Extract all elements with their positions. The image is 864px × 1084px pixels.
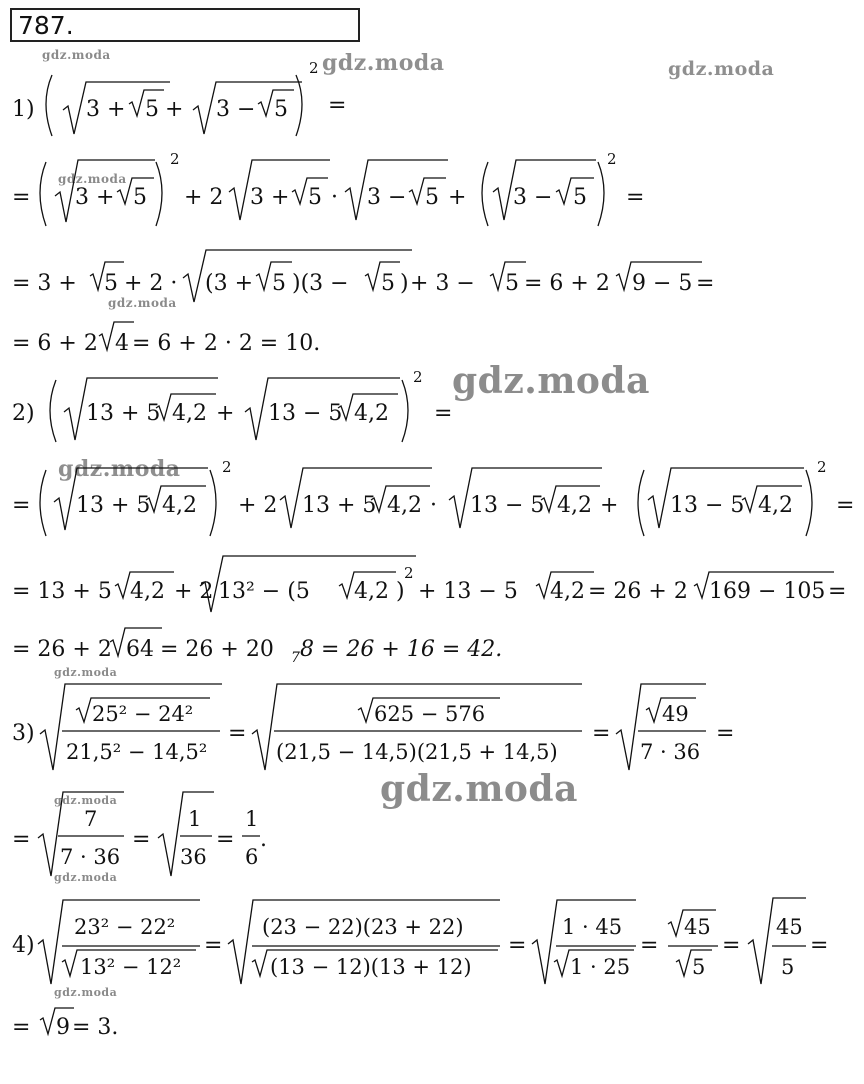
expr: 36	[180, 845, 207, 869]
expr: =	[216, 827, 235, 852]
exponent: 2	[222, 458, 232, 476]
expr: 23² − 22²	[74, 915, 176, 939]
expr: = 6 + 2	[12, 331, 98, 356]
watermark: gdz.moda	[54, 986, 118, 999]
line-11	[12, 898, 828, 984]
watermark: gdz.moda	[668, 58, 775, 80]
expr: = 26 + 20	[160, 637, 274, 662]
watermark: gdz.moda	[54, 666, 118, 679]
expr: 1	[188, 807, 202, 831]
expr: 1 · 45	[562, 915, 623, 939]
expr: 625 − 576	[374, 702, 486, 726]
expr: = 3 +	[12, 271, 77, 296]
expr: .	[260, 827, 267, 852]
watermark: gdz.moda	[452, 360, 650, 402]
expr: 4,2	[172, 401, 207, 426]
expr: (3 +	[205, 271, 254, 296]
expr: 3 +	[86, 97, 126, 122]
line-2	[12, 150, 644, 226]
expr: =	[836, 493, 855, 518]
expr: 25² − 24²	[92, 702, 194, 726]
expr: ·	[430, 493, 437, 518]
expr: 7 · 36	[640, 740, 701, 764]
part-label: 1)	[12, 97, 35, 122]
expr: =	[12, 1015, 31, 1040]
expr: =	[12, 185, 31, 210]
expr: 5	[133, 185, 147, 210]
expr: 4,2	[758, 493, 793, 518]
expr: +	[165, 97, 184, 122]
expr: 4,2	[130, 579, 165, 604]
expr: = 13 + 5	[12, 579, 112, 604]
expr: 5	[274, 97, 288, 122]
expr: 3 −	[367, 185, 407, 210]
expr: 8 = 26 + 16 = 42.	[300, 637, 503, 662]
expr: = 26 + 2	[12, 637, 112, 662]
exponent: 2	[170, 150, 180, 168]
line-7	[12, 556, 846, 612]
expr: = 6 + 2 · 2 = 10.	[132, 331, 321, 356]
expr: 5	[308, 185, 322, 210]
expr: =	[722, 933, 741, 958]
expr: 64	[126, 637, 154, 662]
expr: 4,2	[557, 493, 592, 518]
expr: =	[12, 827, 31, 852]
expr: 4,2	[354, 579, 389, 604]
expr: 5	[104, 271, 118, 296]
expr: + 3 −	[410, 271, 475, 296]
line-1	[12, 59, 346, 136]
expr: 3 −	[513, 185, 553, 210]
expr: = 6 + 2	[524, 271, 610, 296]
line-8	[12, 628, 502, 666]
expr: + 2 ·	[124, 271, 178, 296]
expr: =	[828, 579, 847, 604]
expr: = 26 + 2	[588, 579, 688, 604]
problem-number: 787.	[18, 11, 74, 40]
expr: =	[810, 933, 829, 958]
expr: 6	[245, 845, 259, 869]
expr: 21,5² − 14,5²	[66, 740, 208, 764]
expr: + 2	[238, 493, 278, 518]
expr: 7 · 36	[60, 845, 121, 869]
part-label: 2)	[12, 401, 35, 426]
exponent: 2	[413, 368, 423, 386]
expr: + 2	[174, 579, 214, 604]
expr: 5	[505, 271, 519, 296]
exponent: 2	[404, 564, 414, 582]
line-3	[12, 250, 714, 302]
part-label: 3)	[12, 721, 35, 746]
expr: (23 − 22)(23 + 22)	[262, 915, 464, 939]
expr: 13 − 5	[268, 401, 343, 426]
watermark: gdz.moda	[108, 296, 177, 310]
part-label: 4)	[12, 933, 35, 958]
expr: = 3.	[72, 1015, 119, 1040]
expr: 3 −	[216, 97, 256, 122]
expr: 5	[425, 185, 439, 210]
expr: 169 − 105	[709, 579, 826, 604]
expr: =	[626, 185, 645, 210]
expr: 4	[115, 331, 129, 356]
expr: 4,2	[387, 493, 422, 518]
expr: 5	[145, 97, 159, 122]
expr: 9	[56, 1015, 70, 1040]
line-12	[12, 1008, 118, 1040]
expr: 13² − (5	[218, 579, 310, 604]
watermark: gdz.moda	[54, 871, 118, 884]
expr: 5	[692, 955, 706, 979]
expr: 3 +	[75, 185, 115, 210]
watermark: gdz.moda	[58, 456, 181, 482]
expr: (13 − 12)(13 + 12)	[270, 955, 472, 979]
line-5	[12, 368, 452, 442]
expr: 7	[84, 807, 98, 831]
expr: 7	[291, 650, 300, 666]
expr: 4,2	[162, 493, 197, 518]
expr: 4,2	[354, 401, 389, 426]
expr: 5	[781, 955, 795, 979]
exponent: 2	[309, 59, 319, 77]
expr: )(3 −	[292, 271, 349, 296]
expr: + 2	[184, 185, 224, 210]
expr: 1 · 25	[570, 955, 631, 979]
expr: 9 − 5	[632, 271, 693, 296]
exponent: 2	[607, 150, 617, 168]
watermark: gdz.moda	[42, 48, 111, 62]
exponent: 2	[817, 458, 827, 476]
expr: =	[592, 721, 611, 746]
expr: 1	[245, 807, 259, 831]
expr: =	[328, 93, 347, 118]
line-6	[12, 458, 854, 536]
expr: =	[508, 933, 527, 958]
expr: =	[434, 401, 453, 426]
expr: 5	[272, 271, 286, 296]
expr: 45	[684, 915, 711, 939]
expr: 3 +	[250, 185, 290, 210]
expr: )	[400, 271, 409, 296]
expr: +	[600, 493, 619, 518]
expr: 13 + 5	[76, 493, 151, 518]
expr: 49	[662, 702, 689, 726]
expr: 45	[776, 915, 803, 939]
watermark: gdz.moda	[54, 794, 118, 807]
expr: + 13 − 5	[418, 579, 518, 604]
expr: 13 + 5	[302, 493, 377, 518]
watermark: gdz.moda	[380, 768, 578, 810]
expr: =	[12, 493, 31, 518]
line-4	[12, 322, 320, 356]
expr: =	[640, 933, 659, 958]
expr: +	[216, 401, 235, 426]
expr: =	[204, 933, 223, 958]
expr: +	[448, 185, 467, 210]
expr: 13² − 12²	[80, 955, 182, 979]
expr: 5	[573, 185, 587, 210]
expr: =	[132, 827, 151, 852]
expr: 13 + 5	[86, 401, 161, 426]
line-9	[12, 684, 734, 770]
expr: ·	[331, 185, 338, 210]
expr: 5	[381, 271, 395, 296]
expr: =	[716, 721, 735, 746]
watermark: gdz.moda	[58, 172, 127, 186]
expr: )	[396, 579, 405, 604]
expr: =	[228, 721, 247, 746]
expr: (21,5 − 14,5)(21,5 + 14,5)	[276, 740, 558, 764]
watermark: gdz.moda	[322, 50, 445, 76]
expr: 13 − 5	[670, 493, 745, 518]
line-10	[12, 792, 267, 876]
expr: 13 − 5	[470, 493, 545, 518]
expr: 4,2	[550, 579, 585, 604]
expr: =	[696, 271, 715, 296]
